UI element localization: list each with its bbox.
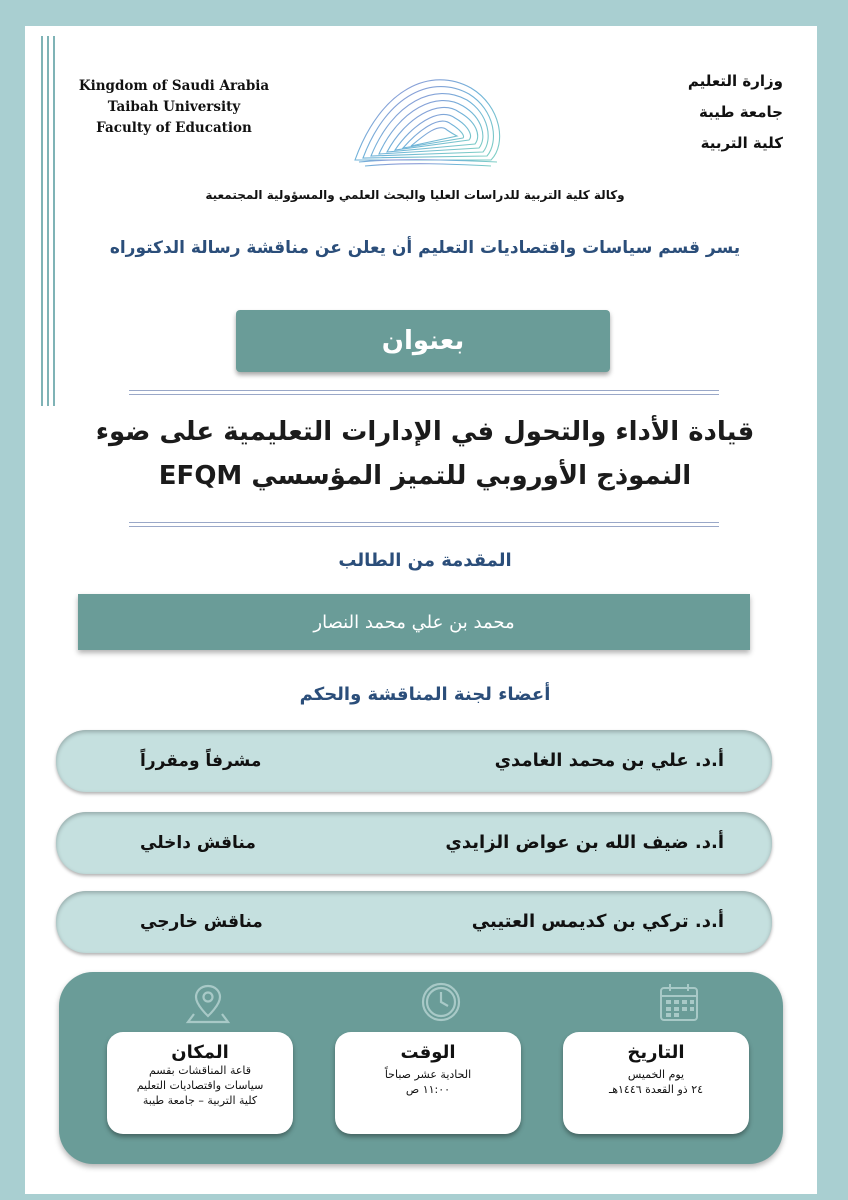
english-header — [69, 76, 279, 139]
poster-sheet — [25, 26, 817, 1194]
thesis-title — [85, 410, 765, 498]
committee-member — [56, 812, 772, 874]
calendar-icon — [655, 980, 703, 1024]
header-en-line: Taibah University — [107, 99, 241, 115]
header-en-line: Kingdom of Saudi Arabia — [78, 78, 270, 94]
time-line: الحادية عشر صباحاً — [384, 1068, 472, 1081]
member-name: أ.د. علي بن محمد الغامدي — [494, 750, 724, 771]
date-line: ٢٤ ذو القعدة ١٤٤٦هـ — [608, 1083, 704, 1096]
place-line: سياسات واقتصاديات التعليم — [136, 1079, 264, 1092]
divider-top — [129, 388, 719, 398]
title-label: بعنوان — [381, 326, 465, 356]
presented-by-label: المقدمة من الطالب — [338, 550, 512, 571]
place-card — [107, 1032, 293, 1134]
member-role: مناقش خارجي — [140, 912, 263, 932]
divider-bottom — [129, 520, 719, 530]
time-card — [335, 1032, 521, 1134]
location-pin-icon — [184, 980, 232, 1024]
committee-member — [56, 730, 772, 792]
thesis-title-line2: النموذج الأوروبي للتميز المؤسسي EFQM — [158, 461, 692, 491]
announcement: يسر قسم سياسات واقتصاديات التعليم أن يعلن عن مناقشة رسالة الدكتوراه — [109, 238, 741, 258]
time-title: الوقت — [400, 1042, 456, 1063]
committee-member — [56, 891, 772, 953]
date-line: يوم الخميس — [627, 1068, 685, 1081]
date-card — [563, 1032, 749, 1134]
header-ar-line: جامعة طيبة — [699, 103, 783, 121]
place-line: قاعة المناقشات بقسم — [148, 1064, 252, 1077]
thesis-title-line1: قيادة الأداء والتحول في الإدارات التعليمية على ضوء — [95, 417, 755, 447]
student-name: محمد بن علي محمد النصار — [313, 611, 515, 633]
event-info-panel — [59, 972, 783, 1164]
time-line: ١١:٠٠ ص — [405, 1083, 451, 1096]
member-name: أ.د. ضيف الله بن عواض الزايدي — [445, 832, 724, 853]
member-role: مشرفاً ومقرراً — [140, 751, 262, 771]
place-line: كلية التربية – جامعة طيبة — [142, 1094, 258, 1107]
header-ar-line: كلية التربية — [700, 134, 783, 152]
header-en-line: Faculty of Education — [96, 120, 252, 136]
committee-label: أعضاء لجنة المناقشة والحكم — [299, 684, 551, 705]
member-name: أ.د. تركي بن كديمس العتيبي — [471, 911, 724, 932]
header-ar-line: وزارة التعليم — [687, 72, 783, 90]
student-name-box — [78, 594, 750, 650]
title-label-box — [236, 310, 610, 372]
arabic-header — [643, 66, 783, 159]
agency-line: وكالة كلية التربية للدراسات العليا والبحث العلمي والمسؤولية المجتمعية — [205, 188, 625, 202]
place-title: المكان — [171, 1042, 229, 1063]
university-logo — [341, 48, 511, 176]
member-role: مناقش داخلي — [140, 833, 256, 853]
date-title: التاريخ — [627, 1042, 685, 1063]
decorative-vertical-lines — [39, 36, 61, 406]
clock-icon — [417, 980, 465, 1024]
